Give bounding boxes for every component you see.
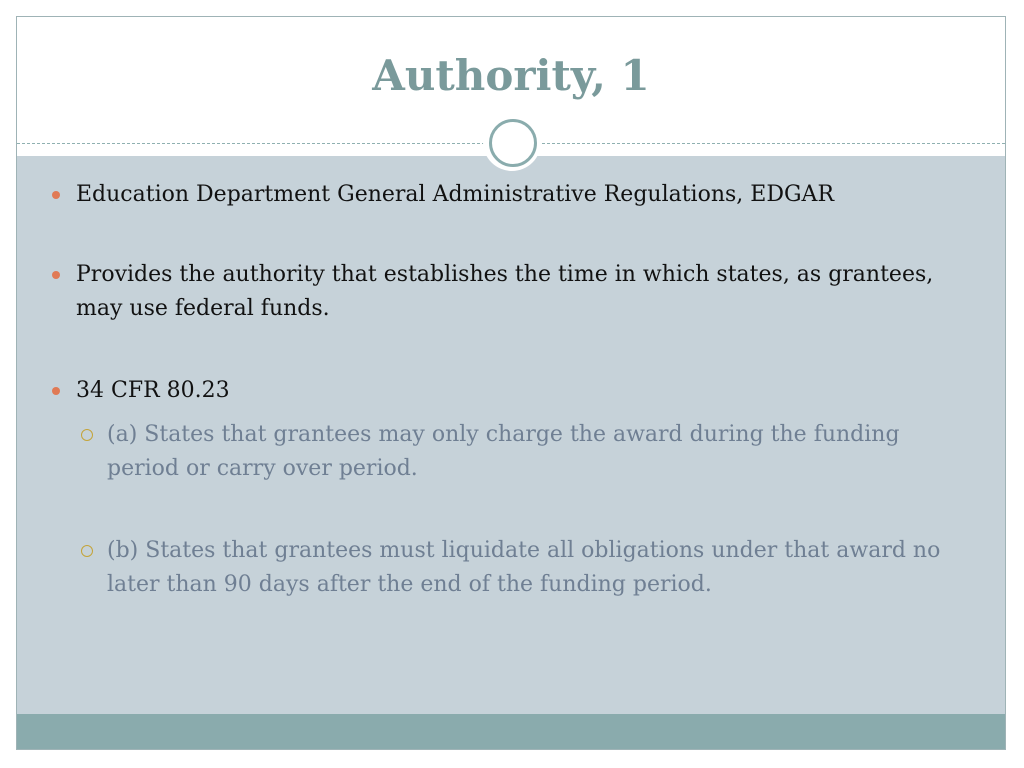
sub-bullet-text: (a) States that grantees may only charge the award during the funding period or carry over period. [107,422,900,481]
bullet-text: Provides the authority that establishes the time in which states, as grantees, may use federal funds. [76,262,934,321]
sub-bullet-item [107,418,937,486]
bullet-text: 34 CFR 80.23 [76,378,230,403]
slide-title: Authority, 1 [372,51,650,100]
sub-bullet-ring-icon [81,545,93,557]
bullet-text: Education Department General Administrative Regulations, EDGAR [76,182,835,207]
sub-bullet-text: (b) States that grantees must liquidate all obligations under that award no later than 90 days after the end of the funding period. [107,538,941,597]
content-area [17,156,1005,716]
circle-ornament-icon [483,113,541,171]
circle-ring [489,119,537,167]
slide [16,16,1006,750]
bullet-dot-icon [52,387,60,395]
bullet-dot-icon [52,271,60,279]
sub-bullet-ring-icon [81,429,93,441]
sub-bullet-item [107,534,957,602]
bullet-dot-icon [52,191,60,199]
bullet-item [76,178,976,212]
bullet-item [76,374,956,408]
bullet-item [76,258,956,326]
footer-band [17,714,1005,749]
